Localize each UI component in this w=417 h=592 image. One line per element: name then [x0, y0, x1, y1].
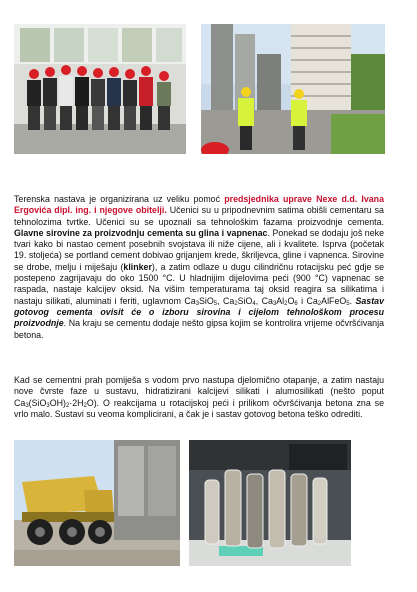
photo-dump-truck	[14, 440, 180, 566]
photo-lab-sample-tubes	[189, 440, 351, 566]
highlight-sponsor: predsjednika uprave Nexe d.d. Ivana Ergovića dipl. ing. i njegove obitelji.	[14, 194, 384, 216]
photo-students-hard-hats	[14, 24, 186, 154]
highlight-cement-composition: Sastav gotovog cementa ovisit će o izboru sirovina i cijelom tehnološkom procesu proizvodnje	[14, 295, 384, 329]
paragraph-hydration: Kad se cementni prah pomiješa s vodom prvo nastupa djelomično otapanje, a zatim nastaju nove čvrste faze u sustavu, hidratizirani kalcijevi silikati i alumosilikati (nešto poput $Ca_3(SiO_3OH)_2\cdot 2H_2O$). O reakcijama u rotacijskoj peći i prilikom očvršćivanja betona zna se vrlo malo. Sustavi su veoma komplicirani, a čak je i sastav gotovog betona teško odrediti.	[14, 375, 384, 419]
paragraph-field-trip: Terenska nastava je organizirana uz veliku pomoć predsjednika uprave Nexe d.d. Ivana Ergovića dipl. ing. i njegove obitelji. Učenici su u pripodnevnim satima obišli cementaru sa tehnolozima tvrtke. Učenici su se upoznali sa tehnološkim fazama proizvodnje cementa. Glavne sirovine za proizvodnju cementa su glina i vapnenac. Ponekad se dodaju još neke tvari kako bi nastao cement posebnih svojstava ili niže cijene, ali i kvalitete. Isprva (početak 19. stoljeća) se portland cement dobivao grijanjem krede, škriljevca, gline i vapnenca. Sirovine se drobe, melju i miješaju (klinker), a zatim odlaze u dugu cilindričnu rotacijsku peć gdje se postepeno zagrijavaju do oko 1500 °C. U hladnijim dijelovima peći (900 °C) vapnenac se raspada, nastaje kalcijev oksid. Na višim temperaturama taj oksid reagira sa silikatima i nastaju silikati, aluminati i feriti, uglavnom $Ca_3SiO_5$, $Ca_2SiO_4$, $Ca_3Al_2O_6$ i $Ca_2AlFeO_5$. Sastav gotovog cementa ovisit će o izboru sirovina i cijelom tehnološkom procesu proizvodnje. Na kraju se cementu dodaje nešto gipsa kojim se kontrolira vrijeme očvršćivanja betona.	[14, 194, 385, 340]
photo-cement-plant-visitors	[201, 24, 385, 154]
highlight-raw-materials: Glavne sirovine za proizvodnju cementa su glina i vapnenac	[14, 227, 268, 238]
